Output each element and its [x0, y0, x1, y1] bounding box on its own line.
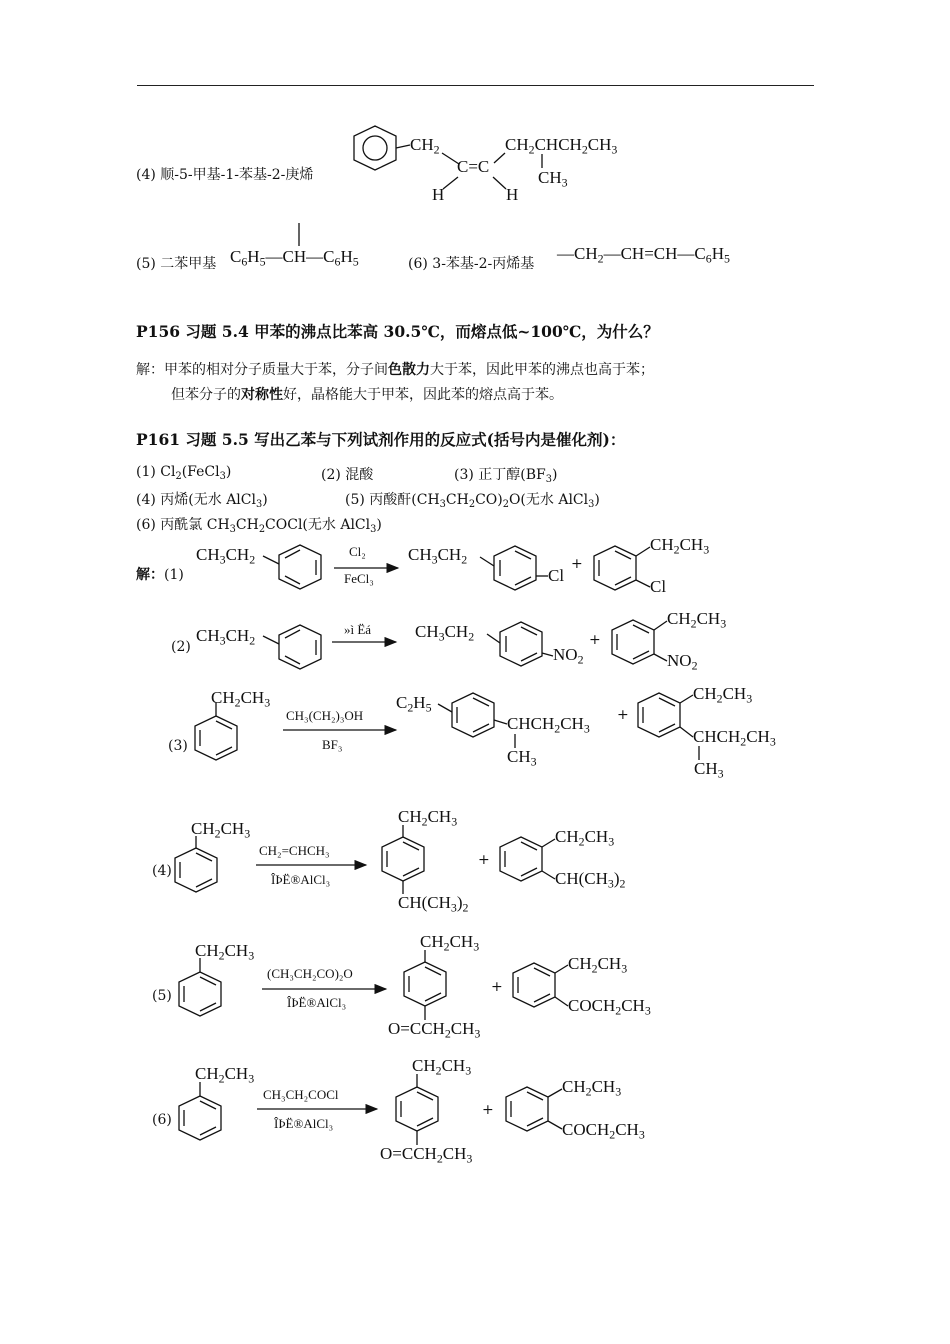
r6-bond-p2-ethyl	[548, 1089, 562, 1097]
r6-product1-ethyl: $CH_2CH_3$	[412, 1056, 472, 1078]
benzene-ring-r1-product1	[494, 546, 536, 590]
r1-product2-ethyl: $CH_2CH_3$	[650, 535, 710, 557]
benzene-ring-r4-product2	[500, 837, 542, 881]
benzene-ring-r2-reactant	[279, 625, 321, 669]
r1-reagent-top: Cl₂	[349, 544, 366, 559]
r3-product2-chain: $CHCH_2CH_3$	[693, 727, 776, 749]
r6-reagent-bottom: ÎÞË®AlCl₃	[274, 1116, 334, 1131]
r6-product1-acyl: $O=CCH_2CH_3$	[380, 1144, 473, 1166]
r2-bond-ethyl	[263, 636, 279, 644]
r5-plus: +	[491, 979, 503, 995]
q55-option-3: (3) 正丁醇$(BF_3)$	[454, 467, 558, 485]
q54-answer-line2: 但苯分子的对称性好，晶格能大于甲苯，因此苯的熔点高于苯。	[171, 387, 563, 403]
r3-reagent-top: CH₃(CH₂)₃OH	[286, 708, 364, 723]
r5-product1-acyl: $O=CCH_2CH_3$	[388, 1019, 481, 1041]
r5-label: (5)	[152, 988, 172, 1004]
s4-bond-c-h-right	[493, 177, 506, 189]
benzene-ring-r2-product2	[612, 620, 654, 664]
benzene-ring-r6-reactant	[179, 1096, 221, 1140]
r2-product2-ethyl: $CH_2CH_3$	[667, 609, 727, 631]
s4-bond-c-ch2	[494, 153, 505, 163]
q55-option-4: (4) 丙烯(无水 AlCl$_3$)	[136, 492, 268, 510]
r1-label: 解：(1)	[136, 567, 184, 583]
benzene-ring-r5-reactant	[179, 972, 221, 1016]
r3-bond-p2-ethyl	[680, 695, 693, 703]
r2-reactant-ethyl: $CH_3CH_2$	[196, 626, 256, 648]
q54-answer-line1: 解：甲苯的相对分子质量大于苯，分子间色散力大于苯，因此甲苯的沸点也高于苯；	[136, 362, 654, 378]
r2-plus: +	[589, 632, 601, 648]
r1-product1-cl: Cl	[548, 566, 565, 585]
r5-reagent-bottom: ÎÞË®AlCl₃	[287, 995, 347, 1010]
r5-bond-p2-acyl	[555, 997, 568, 1006]
r2-bond-p2-no2	[654, 654, 667, 661]
r4-product1-isopropyl: $CH(CH_3)_2$	[398, 893, 469, 915]
r5-bond-p2-ethyl	[555, 965, 568, 973]
benzene-ring-r2-product1	[500, 622, 542, 666]
r3-product1-chain: $CHCH_2CH_3$	[507, 714, 590, 736]
r3-label: (3)	[168, 738, 188, 754]
r6-label: (6)	[152, 1112, 172, 1128]
r2-bond-p2-ethyl	[654, 621, 667, 630]
r3-bond-p1-chain	[494, 720, 507, 724]
s4-ch2: $CH_2$	[410, 135, 440, 157]
benzene-ring-r3-reactant	[195, 716, 237, 760]
r3-bond-p2-chain	[680, 727, 693, 737]
r2-bond-p1-ethyl	[487, 634, 500, 643]
benzene-ring-r5-product2	[513, 963, 555, 1007]
q55-heading: P161 习题 5.5 写出乙苯与下列试剂作用的反应式(括号内是催化剂)：	[136, 430, 626, 449]
q54-heading: P156 习题 5.4 甲苯的沸点比苯高 30.5℃，而熔点低~100℃，为什么？	[136, 322, 659, 341]
s4-h-right: H	[506, 185, 519, 204]
r2-reagent-top: »ì Ëá	[344, 622, 372, 637]
benzene-ring-r6-product2	[506, 1087, 548, 1131]
r2-label: (2)	[171, 639, 191, 655]
benzene-ring-r1-product2	[594, 546, 636, 590]
r1-product2-cl: Cl	[650, 577, 667, 596]
benzene-ring-r3-product1	[452, 693, 494, 737]
benzene-ring-r3-product2	[638, 693, 680, 737]
r4-product2-isopropyl: $CH(CH_3)_2$	[555, 869, 626, 891]
s4-h-left: H	[432, 185, 445, 204]
r5-product2-acyl: $COCH_2CH_3$	[568, 996, 651, 1018]
item-6-label: (6) 3-苯基-2-丙烯基	[408, 256, 535, 272]
r6-reagent-top: CH₃CH₂COCl	[263, 1087, 339, 1102]
r4-bond-p2-isopropyl	[542, 871, 555, 879]
r6-product2-acyl: $COCH_2CH_3$	[562, 1120, 645, 1142]
item-5-label: (5) 二苯甲基	[136, 256, 217, 272]
r1-bond-ethyl	[263, 556, 279, 564]
s5-formula: $C_6H_5—CH—C_6H_5$	[230, 247, 359, 269]
r6-plus: +	[482, 1102, 494, 1118]
r3-product2-ch3: $CH_3$	[694, 759, 724, 781]
r3-product1-c2h5: $C_2H_5$	[396, 693, 432, 715]
r5-product2-ethyl: $CH_2CH_3$	[568, 954, 628, 976]
s4-bond-ch2-c	[442, 153, 459, 164]
r5-reactant-ethyl: $CH_2CH_3$	[195, 941, 255, 963]
r1-reactant-ethyl: $CH_3CH_2$	[196, 545, 256, 567]
q55-option-2: (2) 混酸	[321, 467, 374, 483]
r5-reagent-top: (CH₃CH₂CO)₂O	[267, 966, 353, 981]
r1-bond-p1-ethyl	[480, 557, 494, 566]
benzene-ring-r6-product1	[396, 1087, 438, 1131]
benzene-ring-r1-reactant	[279, 545, 321, 589]
item-4-label: (4) 顺-5-甲基-1-苯基-2-庚烯	[136, 167, 314, 183]
s4-chain: $CH_2CHCH_2CH_3$	[505, 135, 618, 157]
r5-product1-ethyl: $CH_2CH_3$	[420, 932, 480, 954]
s4-bond-ring	[396, 145, 410, 148]
r2-product2-no2: $NO_2$	[667, 651, 698, 673]
r4-reactant-ethyl: $CH_2CH_3$	[191, 819, 251, 841]
r2-product1-no2: $NO_2$	[553, 645, 584, 667]
r3-plus: +	[617, 707, 629, 723]
r6-bond-p2-acyl	[548, 1121, 562, 1129]
s4-c-eq-c: C=C	[457, 157, 490, 176]
r6-product2-ethyl: $CH_2CH_3$	[562, 1077, 622, 1099]
r3-reagent-bottom: BF₃	[322, 737, 343, 752]
r4-label: (4)	[152, 863, 172, 879]
r1-bond-p2-ethyl	[636, 547, 650, 556]
r3-product2-ethyl: $CH_2CH_3$	[693, 684, 753, 706]
r2-product1-ethyl: $CH_3CH_2$	[415, 622, 475, 644]
r4-product2-ethyl: $CH_2CH_3$	[555, 827, 615, 849]
s4-bond-c-h-left	[443, 177, 458, 189]
r1-plus: +	[571, 556, 583, 572]
benzene-ring-r4-reactant	[175, 848, 217, 892]
s4-ch3: $CH_3$	[538, 168, 568, 190]
r4-plus: +	[478, 852, 490, 868]
benzene-ring-s4	[354, 126, 396, 170]
s6-formula: $—CH_2—CH=CH—C_6H_5$	[557, 244, 730, 266]
r1-reagent-bottom: FeCl₃	[344, 571, 374, 586]
r6-reactant-ethyl: $CH_2CH_3$	[195, 1064, 255, 1086]
q55-option-5: (5) 丙酸酐$(CH_3CH_2CO)_2O$(无水 AlCl$_3$)	[345, 492, 600, 510]
r4-reagent-top: CH₂=CHCH₃	[259, 843, 330, 858]
r1-product1-ethyl: $CH_3CH_2$	[408, 545, 468, 567]
r3-product1-ch3: $CH_3$	[507, 747, 537, 769]
r2-bond-p1-no2	[542, 653, 553, 656]
benzene-ring-r5-product1	[404, 962, 446, 1006]
r3-reactant-ethyl: $CH_2CH_3$	[211, 688, 271, 710]
r4-bond-p2-ethyl	[542, 839, 555, 847]
r1-bond-p2-cl	[636, 580, 650, 587]
q55-option-1: (1) $Cl_2(FeCl_3)$	[136, 464, 232, 482]
benzene-ring-r4-product1	[382, 837, 424, 881]
r4-reagent-bottom: ÎÞË®AlCl₃	[271, 872, 331, 887]
r4-product1-ethyl: $CH_2CH_3$	[398, 807, 458, 829]
r3-bond-p1-c2h5	[438, 704, 452, 712]
q55-option-6: (6) 丙酰氯 $CH_3CH_2COCl$(无水 AlCl$_3$)	[136, 517, 382, 535]
